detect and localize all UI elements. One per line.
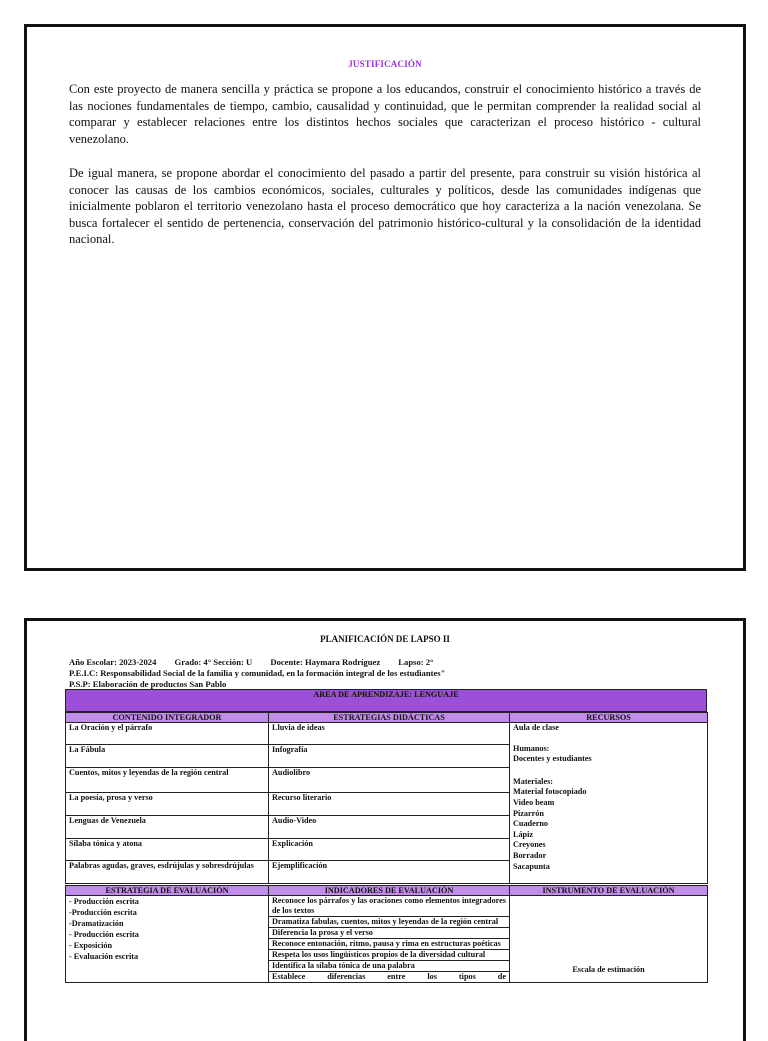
indicator-cell: Respeta los usos lingüísticos propios de la diversidad cultural [269, 950, 510, 961]
content-table [65, 712, 708, 884]
column-header: ESTRATEGIAS DIDÁCTICAS [269, 713, 510, 723]
instrument-label: Escala de estimación [572, 965, 645, 974]
column-header: INSTRUMENTO DE EVALUACIÓN [510, 886, 708, 896]
resource-materials-label: Materiales: [513, 776, 554, 786]
content-cell: Lenguas de Venezuela [66, 816, 269, 839]
justification-page [24, 24, 746, 571]
indicator-cell: Diferencia la prosa y el verso [269, 928, 510, 939]
content-cell: La Oración y el párrafo [66, 723, 269, 745]
evaluation-strategies-cell [66, 896, 269, 983]
resource-item: Borrador [513, 850, 547, 860]
evaluation-strategy: -Producción escrita [69, 908, 137, 917]
column-header: ESTRATEGIA DE EVALUACIÓN [66, 886, 269, 896]
indicator-cell: Establece diferencias entre los tipos de [269, 972, 510, 983]
psp-line: P.S.P: Elaboración de productos San Pablo [69, 679, 227, 689]
term: Lapso: 2° [398, 657, 434, 667]
evaluation-strategy: - Producción escrita [69, 930, 139, 939]
grade-section: Grado: 4° Sección: U [174, 657, 253, 667]
teacher-name: Docente: Haymara Rodríguez [270, 657, 381, 667]
peic-line: P.E.I.C: Responsabilidad Social de la familia y comunidad, en la formación integral de los estudiantes" [69, 668, 446, 678]
evaluation-strategy: - Producción escrita [69, 897, 139, 906]
resource-humans: Docentes y estudiantes [513, 754, 592, 764]
table-row [66, 896, 708, 917]
planning-header-info [69, 657, 450, 668]
column-header: RECURSOS [510, 713, 708, 723]
content-cell: La poesía, prosa y verso [66, 793, 269, 816]
resource-item: Sacapunta [513, 861, 550, 871]
table-header-row [66, 886, 708, 896]
resource-item: Material fotocopiado [513, 787, 587, 797]
table-row [66, 723, 708, 745]
indicator-cell: Dramatiza fabulas, cuentos, mitos y leyendas de la región central [269, 917, 510, 928]
resource-humans-label: Humanos: [513, 743, 550, 753]
planning-page [24, 618, 746, 1041]
evaluation-table [65, 885, 708, 983]
strategy-cell: Infografía [269, 745, 510, 768]
table-header-row [66, 713, 708, 723]
area-banner [65, 689, 707, 712]
justification-paragraph-1: Con este proyecto de manera sencilla y práctica se propone a los educandos, construir el conocimiento histórico a través de las nociones fundamentales de tiempo, cambio, causalidad y continuidad, que le permitan comprender la realidad social al comparar y establecer relaciones entre los distintos hechos sociales que caracterizan el proceso histórico - cultural venezolano. [69, 82, 701, 146]
planning-title: PLANIFICACIÓN DE LAPSO II [320, 634, 450, 644]
evaluation-strategy: - Evaluación escrita [69, 952, 139, 961]
resource-place: Aula de clase [513, 723, 559, 732]
resource-item: Pizarrón [513, 808, 544, 818]
resources-cell [510, 723, 708, 884]
strategy-cell: Recurso literario [269, 793, 510, 816]
indicator-cell: Reconoce entonación, ritmo, pausa y rima en estructuras poéticas [269, 939, 510, 950]
justification-paragraph-2: De igual manera, se propone abordar el conocimiento del pasado a partir del presente, para construir su visión histórica al conocer las causas de los cambios económicos, sociales, culturales y políticos, desde las comunidades indígenas que inicialmente poblaron el territorio venezolano hasta el proceso democrático que hoy caracteriza a la nación venezolana. Se busca fortalecer el sentido de pertenencia, conservación del patrimonio histórico-cultural y la consolidación de la identidad nacional. [69, 166, 701, 247]
resource-item: Video beam [513, 797, 555, 807]
school-year: Año Escolar: 2023-2024 [69, 657, 157, 667]
strategy-cell: Lluvia de ideas [269, 723, 510, 745]
instrument-cell [510, 896, 708, 983]
evaluation-strategy: - Exposición [69, 941, 112, 950]
resource-item: Cuaderno [513, 819, 549, 829]
area-title: AREA DE APRENDIZAJE: LENGUAJE [66, 690, 707, 712]
indicator-cell: Identifica la sílaba tónica de una palabra [269, 961, 510, 972]
column-header: CONTENIDO INTEGRADOR [66, 713, 269, 723]
strategy-cell: Explicación [269, 839, 510, 861]
evaluation-strategy: -Dramatización [69, 919, 124, 928]
content-cell: La Fábula [66, 745, 269, 768]
strategy-cell: Audiolibro [269, 768, 510, 793]
justification-title: JUSTIFICACIÓN [348, 59, 422, 69]
strategy-cell: Audio-Video [269, 816, 510, 839]
strategy-cell: Ejemplificación [269, 861, 510, 884]
indicator-cell: Reconoce los párrafos y las oraciones como elementos integradores de los textos [269, 896, 510, 917]
content-cell: Cuentos, mitos y leyendas de la región central [66, 768, 269, 793]
content-cell: Palabras agudas, graves, esdrújulas y sobresdrújulas [66, 861, 269, 884]
resource-item: Creyones [513, 840, 546, 850]
content-cell: Sílaba tónica y atona [66, 839, 269, 861]
resource-item: Lápiz [513, 829, 534, 839]
column-header: INDICADORES DE EVALUACIÓN [269, 886, 510, 896]
